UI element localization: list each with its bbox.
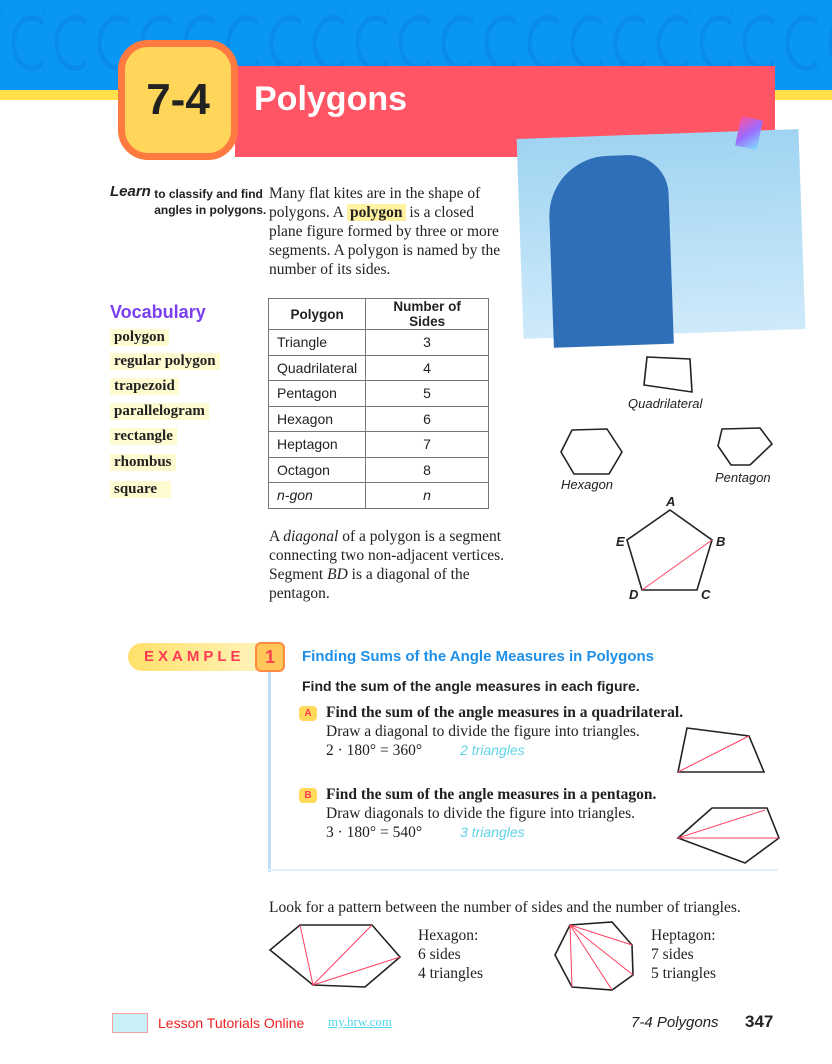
- label-pentagon: Pentagon: [715, 470, 771, 485]
- vocab-term: polygon: [110, 329, 169, 346]
- example-instruction: Find the sum of the angle measures in each figure.: [302, 678, 640, 694]
- vocab-term: trapezoid: [110, 378, 179, 395]
- hrw-logo: [112, 1013, 148, 1033]
- vertex-e: E: [616, 534, 625, 549]
- page-number: 347: [745, 1012, 774, 1031]
- term-polygon: polygon: [347, 204, 406, 221]
- heptagon-info: Heptagon: 7 sides 5 triangles: [651, 927, 716, 982]
- label-hexagon: Hexagon: [561, 477, 614, 492]
- label-quadrilateral: Quadrilateral: [628, 396, 703, 411]
- example-border-bottom: [268, 869, 778, 871]
- part-b-badge: B: [299, 788, 317, 803]
- table-row: Heptagon 7: [269, 432, 489, 458]
- vocabulary-heading: Vocabulary: [110, 302, 206, 322]
- vocab-term: rhombus: [110, 454, 176, 471]
- vocab-term: square: [110, 481, 171, 498]
- hexagon-shape: [561, 429, 622, 474]
- hrw-link[interactable]: my.hrw.com: [328, 1014, 393, 1029]
- table-row: Triangle 3: [269, 330, 489, 356]
- learn-label: Learn: [110, 183, 151, 200]
- hexagon-diagonals: [300, 925, 400, 985]
- vertex-c: C: [701, 587, 711, 602]
- table-row: Pentagon 5: [269, 381, 489, 407]
- vocab-term: regular polygon: [110, 353, 220, 370]
- pentagon-abcde: [627, 510, 712, 590]
- page-reference: 7-4 Polygons: [631, 1014, 719, 1031]
- example-a-diagonal: [678, 736, 749, 772]
- table-row: Octagon 8: [269, 457, 489, 483]
- vertex-b: B: [716, 534, 726, 549]
- vocab-term: parallelogram: [110, 403, 209, 420]
- learn-text: to classify and find angles in polygons.: [154, 187, 267, 217]
- lesson-tutorials-label: Lesson Tutorials Online: [158, 1015, 305, 1031]
- table-row: Quadrilateral 4: [269, 355, 489, 381]
- example-b-pentagon: [678, 808, 779, 863]
- part-a: Find the sum of the angle measures in a quadrilateral. Draw a diagonal to divide the figure into triangles. 2 · 180° = 360° 2 triangles: [326, 704, 684, 759]
- pattern-text: Look for a pattern between the number of sides and the number of triangles.: [269, 899, 741, 916]
- lesson-title: Polygons: [254, 80, 408, 118]
- intro-paragraph: Many flat kites are in the shape of polygons. A polygon is a closed plane figure formed by three or more segments. A polygon is named by the number of its sides.: [269, 185, 501, 278]
- table-header-row: Polygon Number of Sides: [269, 299, 489, 330]
- quadrilateral-shape: [644, 357, 692, 392]
- hexagon-info: Hexagon: 6 sides 4 triangles: [418, 927, 483, 982]
- vertex-a: A: [666, 494, 676, 509]
- part-b: Find the sum of the angle measures in a pentagon. Draw diagonals to divide the figure into triangles. 3 · 180° = 540° 3 triangles: [326, 786, 657, 841]
- pentagon-shape: [718, 428, 772, 465]
- diagonal-bd: [642, 540, 712, 590]
- table-row: Hexagon 6: [269, 406, 489, 432]
- example-title: Finding Sums of the Angle Measures in Polygons: [302, 648, 654, 665]
- pattern-heptagon: [555, 922, 633, 990]
- lesson-number-badge: 7-4: [118, 40, 238, 160]
- example-b-diagonal: [678, 810, 765, 838]
- vocab-term: rectangle: [110, 428, 177, 445]
- table-row: n-gon n: [269, 483, 489, 509]
- example-border: [268, 672, 271, 872]
- part-a-badge: A: [299, 706, 317, 721]
- diagonal-definition: A diagonal of a polygon is a segment connecting two non-adjacent vertices. Segment BD is a diagonal of the pentagon.: [269, 528, 504, 602]
- example-number: 1: [255, 642, 285, 672]
- example-label: EXAMPLE: [128, 643, 278, 671]
- vertex-d: D: [629, 587, 639, 602]
